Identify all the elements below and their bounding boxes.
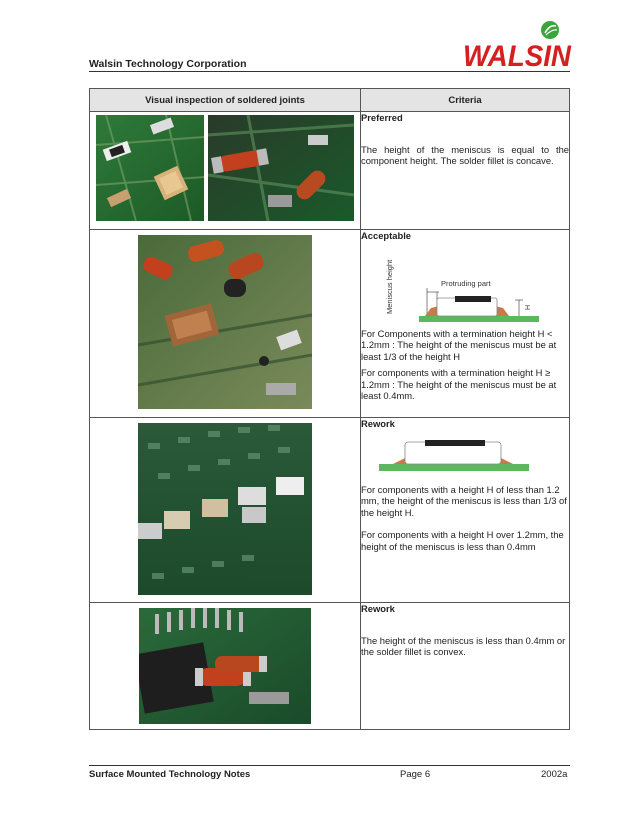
meniscus-diagram: [379, 248, 539, 326]
criteria-label: Rework: [361, 603, 395, 614]
inspection-table: [89, 88, 570, 730]
criteria-label: Acceptable: [361, 230, 412, 241]
rework-diagram: [379, 434, 539, 474]
h-label: H: [525, 304, 532, 310]
col-header-criteria: Criteria: [361, 89, 570, 112]
walsin-logo: [462, 18, 572, 70]
criteria-cell: [361, 603, 570, 730]
footer-rule: [89, 765, 570, 766]
criteria-text: For components with a height H of less than 1.2 mm, the height of the meniscus is less than 1/3 of the height H.: [361, 483, 567, 518]
photo-cell: [90, 230, 361, 418]
table-row: [90, 418, 570, 603]
criteria-label: Preferred: [361, 112, 403, 123]
photo-melf-diodes: [208, 115, 354, 221]
photo-cell: [90, 112, 361, 230]
photo-components-closeup: [138, 235, 312, 409]
photo-smd-array: [138, 423, 312, 595]
criteria-text: For Components with a termination height H < 1.2mm : The height of the meniscus must be at least 1/3 of the height H: [361, 327, 557, 362]
meniscus-height-label: Meniscus height: [385, 259, 394, 314]
criteria-text: For components with a height H over 1.2mm, the height of the meniscus is less than 0.4mm: [361, 529, 564, 552]
col-header-visual: Visual inspection of soldered joints: [90, 89, 361, 112]
footer-year: 2002a: [541, 769, 568, 780]
page-number: Page 6: [400, 769, 431, 780]
table-row: [90, 603, 570, 730]
table-row: [90, 230, 570, 418]
criteria-text: For components with a termination height H ≥ 1.2mm : The height of the meniscus must be at least 0.4mm.: [361, 367, 557, 401]
header-rule: [89, 71, 570, 72]
criteria-cell: [361, 418, 570, 603]
protruding-part-label: Protruding part: [441, 278, 491, 288]
criteria-text: The height of the meniscus is less than 0.4mm or the solder fillet is convex.: [361, 634, 566, 657]
criteria-cell: [361, 112, 570, 230]
photo-ic-diodes: [139, 608, 311, 724]
criteria-text: The height of the meniscus is equal to the component height. The solder fillet is concave.: [361, 143, 569, 166]
footer-title: Surface Mounted Technology Notes: [89, 769, 251, 780]
photo-cell: [90, 418, 361, 603]
table-row: [90, 112, 570, 230]
company-name: Walsin Technology Corporation: [89, 58, 247, 70]
criteria-cell: [361, 230, 570, 418]
photo-cell: [90, 603, 361, 730]
criteria-label: Rework: [361, 418, 395, 429]
table-header-row: [90, 89, 570, 112]
photo-smd-chips: [96, 115, 204, 221]
logo-text: WALSIN: [463, 40, 572, 70]
